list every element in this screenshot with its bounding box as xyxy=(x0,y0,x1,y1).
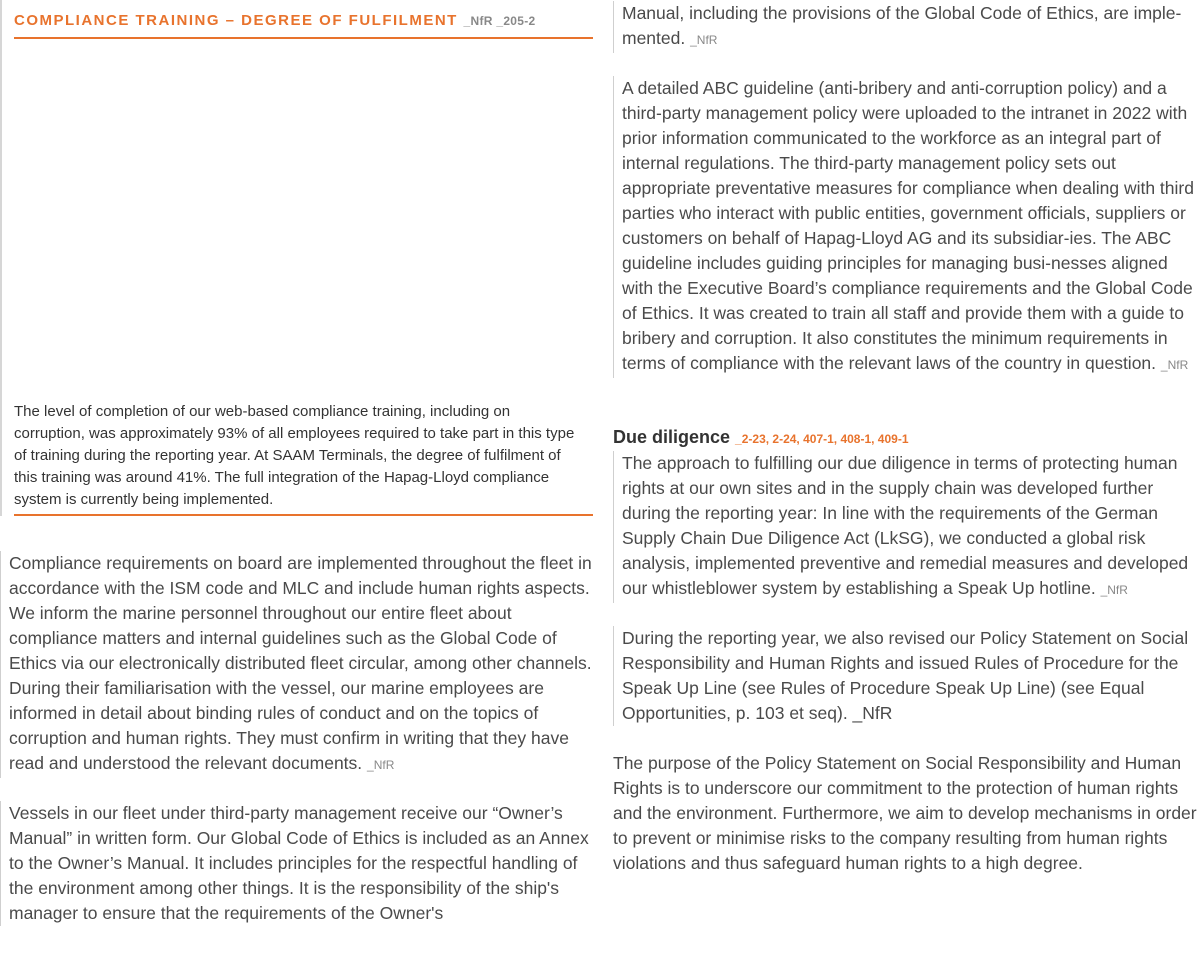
chart-caption: The level of completion of our web-based compliance training, including on corruption, was approximately 93% of all employees required to take part in this type of training during the reporting year. At SAAM Terminals, the degree of fulfilment of this training was around 41%. The full integration of the Hapag-Lloyd compliance system is currently being implemented. xyxy=(14,403,575,508)
paragraph-text: A detailed ABC guideline (anti-bribery and anti-corruption policy) and a third-party management policy were uploaded to the intranet in 2022 with prior information communicated to the workforce as an integral part of internal regulations. The third-party management policy sets out appropriate preventative measures for compliance when dealing with third parties who interact with public entities, government officials, suppliers or customers on behalf of Hapag-Lloyd AG and its subsidiar-ies. The ABC guideline includes guiding principles for managing busi-nesses aligned with the Executive Board’s compliance requirements and the Global Code of Ethics. It was created to train all staff and provide them with a guide to bribery and corruption. It also constitutes the minimum requirements in terms of compliance with the relevant laws of the country in question. xyxy=(622,78,1194,373)
chart-area xyxy=(14,45,593,395)
paragraph-due-diligence-approach xyxy=(613,451,1202,603)
paragraph-abc-guideline xyxy=(613,76,1202,378)
paragraph-ref: _NfR xyxy=(690,33,718,47)
paragraph-owners-manual-continued xyxy=(613,1,1202,53)
chart-title-ref: _NfR _205-2 xyxy=(463,14,536,28)
paragraph-ref: _NfR xyxy=(1160,358,1189,372)
paragraph-text: The approach to fulfilling our due diligence in terms of protecting human rights at our own sites and in the supply chain was developed further during the reporting year: In line with the requirements of the German Supply Chain Due Diligence Act (LkSG), we conducted a global risk analysis, implemented preventive and remedial measures and developed our whistleblower system by establishing a Speak Up hotline. xyxy=(622,453,1189,598)
paragraph-text: The purpose of the Policy Statement on Social Responsibility and Human Rights is to underscore our commitment to the protection of human rights and the environment. Furthermore, we aim to develop mechanisms in order to prevent or minimise risks to the company resulting from human rights violations and thus safeguard human rights to a high degree. xyxy=(613,753,1197,873)
chart-top-rule xyxy=(14,37,593,39)
paragraph-policy-statement-revision xyxy=(613,626,1202,726)
paragraph-text: Vessels in our fleet under third-party management receive our “Owner’s Manual” in written form. Our Global Code of Ethics is included as an Annex to the Owner’s Manual. It includes principles for the respectful handling of the environment among other things. It is the responsibility of the ship's manager to ensure that the requirements of the Owner's xyxy=(9,803,589,923)
paragraph-fleet-compliance xyxy=(0,551,594,778)
paragraph-owners-manual xyxy=(0,801,594,926)
chart-title-text: COMPLIANCE TRAINING – DEGREE OF FULFILMENT xyxy=(14,12,458,29)
paragraph-ref: _NfR xyxy=(367,758,395,772)
paragraph-policy-purpose xyxy=(613,751,1202,876)
chart-title xyxy=(14,12,536,29)
paragraph-text: Manual, including the provisions of the Global Code of Ethics, are imple-mented. xyxy=(622,3,1182,48)
chart-bottom-rule xyxy=(14,514,593,516)
section-heading-ref: _2-23, 2-24, 407-1, 408-1, 409-1 xyxy=(735,432,909,446)
paragraph-text: During the reporting year, we also revised our Policy Statement on Social Responsibility and Human Rights and issued Rules of Procedure for the Speak Up Line (see Rules of Procedure Speak Up Line) (see Equal Opportunities, p. 103 et seq). _NfR xyxy=(622,628,1189,723)
compliance-training-box xyxy=(0,0,594,516)
due-diligence-heading xyxy=(613,427,909,448)
paragraph-text: Compliance requirements on board are implemented throughout the fleet in accordance with the ISM code and MLC and include human rights aspects. We inform the marine personnel throughout our entire fleet about compliance matters and internal guidelines such as the Global Code of Ethics via our electronically distributed fleet circular, among other channels. During their familiarisation with the vessel, our marine employees are informed in detail about binding rules of conduct and on the topics of corruption and human rights. They must confirm in writing that they have read and understood the relevant documents. xyxy=(9,553,592,773)
paragraph-ref: _NfR xyxy=(1100,583,1128,597)
section-heading-text: Due diligence xyxy=(613,427,731,447)
